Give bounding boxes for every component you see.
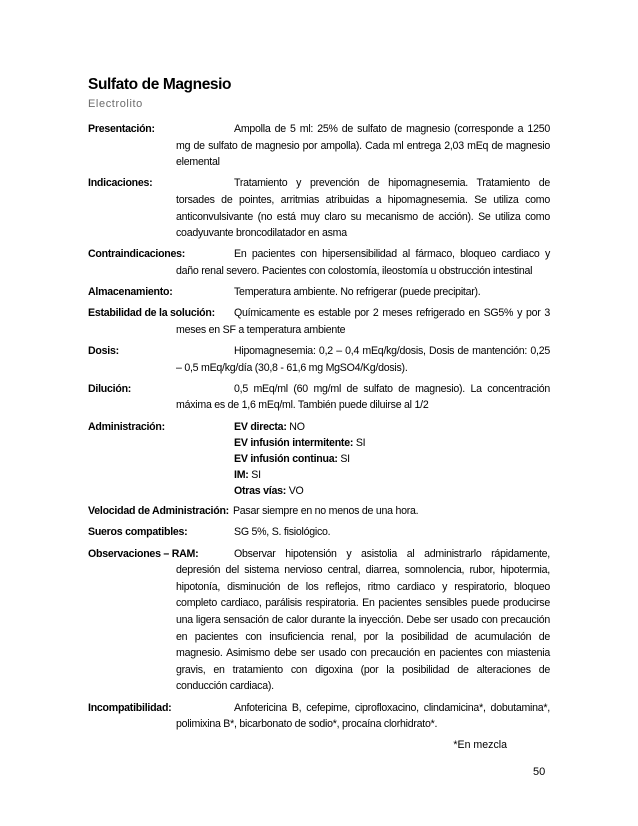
route-value: VO (288, 484, 304, 497)
entry-incompatibilidad (88, 700, 550, 733)
entry-label: Sueros compatibles: (88, 526, 188, 539)
entry-contraindicaciones (88, 246, 550, 279)
entry-label: Dosis: (88, 345, 119, 358)
monograph-page (88, 76, 550, 753)
entry-label: Velocidad de Administración: (88, 505, 229, 518)
monograph-entries (88, 121, 550, 753)
route-key: EV directa: (234, 420, 287, 433)
entry-estabilidad (88, 305, 550, 338)
entry-label: Almacenamiento: (88, 286, 173, 299)
entry-sueros (88, 524, 550, 541)
drug-category: Electrolito (88, 98, 143, 110)
entry-velocidad (88, 503, 550, 520)
entry-text: Anfotericina B, cefepime, ciprofloxacino, clindamicina*, dobutamina*, polimixina B*, bicarbonato de sodio*, procaína clorhidrato*. (176, 701, 550, 731)
route-ev-infusion-intermitente (234, 435, 365, 451)
route-key: IM: (234, 468, 249, 481)
route-value: SI (251, 468, 261, 481)
entry-label: Presentación: (88, 123, 155, 135)
page-number: 50 (533, 766, 546, 778)
route-ev-directa (234, 419, 365, 435)
entry-label: Administración: (88, 420, 165, 433)
entry-dosis (88, 343, 550, 376)
entry-presentacion (88, 121, 550, 171)
entry-text: En pacientes con hipersensibilidad al fármaco, bloqueo cardiaco y daño renal severo. Pacientes con colostomía, ileostomía u obstrucción intestinal (176, 248, 550, 277)
entry-text: Pasar siempre en no menos de una hora. (232, 505, 419, 518)
route-key: Otras vías: (234, 484, 287, 497)
route-key: EV infusión intermitente: (234, 436, 354, 449)
entry-administracion (88, 419, 550, 499)
entry-label: Incompatibilidad: (88, 701, 172, 714)
route-im (234, 467, 365, 483)
route-value: SI (355, 436, 366, 449)
page-title: Sulfato de Magnesio (88, 76, 232, 93)
entry-label: Dilución: (88, 382, 132, 395)
administration-routes (234, 419, 365, 499)
entry-label: Contraindicaciones: (88, 248, 186, 261)
entry-text: Tratamiento y prevención de hipomagnesemia. Tratamiento de torsades de pointes, arritmias atribuidas a hipomagnesemia. Se utiliza como anticonvulsivante (no está muy claro su mecanismo de acción). Se utiliza como coadyuvante broncodilatador en asma (176, 177, 550, 240)
entry-label: Indicaciones: (88, 177, 153, 190)
entry-text: Químicamente es estable por 2 meses refrigerado en SG5% y por 3 meses en SF a temperatura ambiente (176, 307, 550, 336)
route-value: SI (340, 452, 350, 465)
entry-text: Ampolla de 5 ml: 25% de sulfato de magnesio (corresponde a 1250 mg de sulfato de magnesio por ampolla). Cada ml entrega 2,03 mEq de magnesio elemental (176, 123, 550, 169)
entry-text: SG 5%, S. fisiológico. (234, 526, 331, 539)
entry-text: 0,5 mEq/ml (60 mg/ml de sulfato de magnesio). La concentración máxima es de 1,6 mEq/ml. También puede diluirse al 1/2 (176, 382, 550, 412)
entry-text: Hipomagnesemia: 0,2 – 0,4 mEq/kg/dosis, Dosis de mantención: 0,25 – 0,5 mEq/kg/día (30,8 - 61,6 mg MgSO4/Kg/dosis). (176, 345, 550, 374)
entry-observaciones (88, 546, 550, 695)
route-ev-infusion-continua (234, 451, 365, 467)
entry-label: Estabilidad de la solución: (88, 307, 215, 320)
entry-dilucion (88, 381, 550, 414)
entry-label: Observaciones – RAM: (88, 547, 199, 560)
entry-almacenamiento (88, 284, 550, 301)
route-key: EV infusión continua: (234, 452, 338, 465)
entry-text: Observar hipotensión y asistolia al administrarlo rápidamente, depresión del sistema nervioso central, diarrea, somnolencia, rubor, hipotermia, hipotonía, disminución de los reflejos, ritmo cardiaco y respiratorio, bloqueo completo cardiaco, parálisis respiratoria. En pacientes sensibles puede producirse una ligera sensación de calor durante la inyección. Debe ser usado con precaución en pacientes con insuficiencia renal, por la posibilidad de acumulación de magnesio. Asimismo debe ser usado con precaución en pacientes con miastenia gravis, en tratamiento con digoxina (por la posibilidad de alteraciones de conducción cardiaca). (176, 547, 550, 693)
entry-text: Temperatura ambiente. No refrigerar (puede precipitar). (234, 286, 481, 299)
route-otras-vias (234, 483, 365, 499)
mixture-note: *En mezcla (453, 739, 507, 752)
route-value: NO (289, 420, 305, 433)
note-row (88, 737, 550, 753)
entry-indicaciones (88, 175, 550, 241)
